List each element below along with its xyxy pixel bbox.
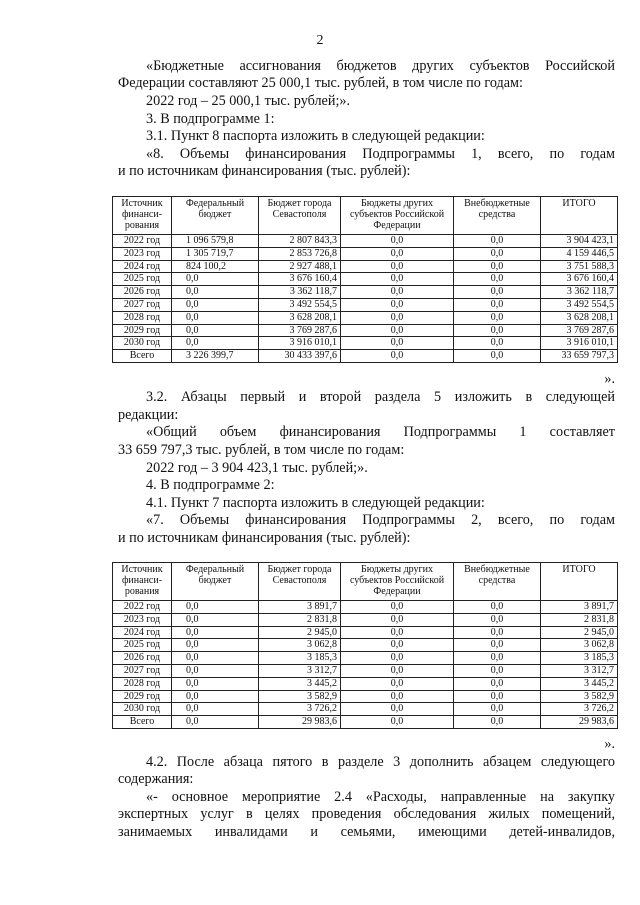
table-row xyxy=(113,677,618,690)
other-subjects-cell: 0,0 xyxy=(341,247,454,260)
total-cell: 2 945,0 xyxy=(541,626,618,639)
other-subjects-cell: 0,0 xyxy=(341,716,454,729)
financing-table-1 xyxy=(112,196,618,363)
extrabudgetary-cell: 0,0 xyxy=(454,690,541,703)
city-cell: 3 185,3 xyxy=(259,652,341,665)
extrabudgetary-cell: 0,0 xyxy=(454,664,541,677)
table-row xyxy=(113,601,618,614)
header-extrabudgetary: Внебюджетные средства xyxy=(454,197,541,235)
city-cell: 2 807 843,3 xyxy=(259,235,341,248)
table-row xyxy=(113,703,618,716)
header-other-subjects: Бюджеты других субъектов Российской Федерации xyxy=(341,563,454,601)
extrabudgetary-cell: 0,0 xyxy=(454,716,541,729)
federal-cell: 0,0 xyxy=(172,273,259,286)
table-row xyxy=(113,260,618,273)
federal-cell: 0,0 xyxy=(172,664,259,677)
total-cell: 3 492 554,5 xyxy=(541,298,618,311)
city-cell: 2 927 488,1 xyxy=(259,260,341,273)
total-cell: 3 676 160,4 xyxy=(541,273,618,286)
closing-quote: ». xyxy=(604,736,615,752)
extrabudgetary-cell: 0,0 xyxy=(454,626,541,639)
text-line: экспертных услуг в целях проведения обследования жилых помещений, xyxy=(118,806,615,822)
text-line: 3. В подпрограмме 1: xyxy=(146,111,275,127)
federal-cell: 0,0 xyxy=(172,311,259,324)
city-cell: 3 916 010,1 xyxy=(259,337,341,350)
header-source: Источник финанси-рования xyxy=(113,197,172,235)
extrabudgetary-cell: 0,0 xyxy=(454,247,541,260)
text-line: 4.2. После абзаца пятого в разделе 3 дополнить абзацем следующего xyxy=(146,754,615,770)
text-line: 33 659 797,3 тыс. рублей, в том числе по годам: xyxy=(118,442,405,458)
text-line: 3.2. Абзацы первый и второй раздела 5 изложить в следующей xyxy=(146,389,615,405)
city-cell: 30 433 397,6 xyxy=(259,350,341,363)
header-city: Бюджет города Севастополя xyxy=(259,563,341,601)
text-line: занимаемых инвалидами и семьями, имеющими детей-инвалидов, xyxy=(118,824,615,840)
total-cell: 33 659 797,3 xyxy=(541,350,618,363)
year-cell: 2024 год xyxy=(113,626,172,639)
federal-cell: 1 096 579,8 xyxy=(172,235,259,248)
other-subjects-cell: 0,0 xyxy=(341,601,454,614)
text-line: «- основное мероприятие 2.4 «Расходы, направленные на закупку xyxy=(146,789,615,805)
text-line: и по источникам финансирования (тыс. рублей): xyxy=(118,163,411,179)
page-number: 2 xyxy=(316,33,324,48)
city-cell: 3 676 160,4 xyxy=(259,273,341,286)
city-cell: 3 445,2 xyxy=(259,677,341,690)
extrabudgetary-cell: 0,0 xyxy=(454,298,541,311)
text-line: Федерации составляют 25 000,1 тыс. рублей, в том числе по годам: xyxy=(118,75,523,91)
federal-cell: 0,0 xyxy=(172,639,259,652)
city-cell: 3 362 118,7 xyxy=(259,286,341,299)
table-row xyxy=(113,247,618,260)
other-subjects-cell: 0,0 xyxy=(341,703,454,716)
other-subjects-cell: 0,0 xyxy=(341,324,454,337)
text-line: «Бюджетные ассигнования бюджетов других субъектов Российской xyxy=(146,58,615,74)
extrabudgetary-cell: 0,0 xyxy=(454,337,541,350)
federal-cell: 0,0 xyxy=(172,324,259,337)
total-cell: 3 891,7 xyxy=(541,601,618,614)
table-row xyxy=(113,311,618,324)
other-subjects-cell: 0,0 xyxy=(341,337,454,350)
table-header-row xyxy=(113,197,618,235)
year-cell: 2028 год xyxy=(113,677,172,690)
federal-cell: 0,0 xyxy=(172,286,259,299)
year-cell: 2022 год xyxy=(113,601,172,614)
city-cell: 3 769 287,6 xyxy=(259,324,341,337)
table-row xyxy=(113,626,618,639)
extrabudgetary-cell: 0,0 xyxy=(454,677,541,690)
text-line: «8. Объемы финансирования Подпрограммы 1, всего, по годам xyxy=(146,146,615,162)
header-other-subjects: Бюджеты других субъектов Российской Федерации xyxy=(341,197,454,235)
federal-cell: 1 305 719,7 xyxy=(172,247,259,260)
year-cell: 2026 год xyxy=(113,286,172,299)
table-row xyxy=(113,652,618,665)
federal-cell: 0,0 xyxy=(172,337,259,350)
city-cell: 3 726,2 xyxy=(259,703,341,716)
other-subjects-cell: 0,0 xyxy=(341,690,454,703)
other-subjects-cell: 0,0 xyxy=(341,286,454,299)
extrabudgetary-cell: 0,0 xyxy=(454,273,541,286)
text-line: содержания: xyxy=(118,771,194,787)
other-subjects-cell: 0,0 xyxy=(341,677,454,690)
extrabudgetary-cell: 0,0 xyxy=(454,235,541,248)
federal-cell: 0,0 xyxy=(172,613,259,626)
year-cell: 2025 год xyxy=(113,273,172,286)
table-row xyxy=(113,273,618,286)
text-line: редакции: xyxy=(118,407,179,423)
other-subjects-cell: 0,0 xyxy=(341,311,454,324)
extrabudgetary-cell: 0,0 xyxy=(454,613,541,626)
year-cell: 2023 год xyxy=(113,247,172,260)
federal-cell: 0,0 xyxy=(172,703,259,716)
extrabudgetary-cell: 0,0 xyxy=(454,350,541,363)
extrabudgetary-cell: 0,0 xyxy=(454,311,541,324)
other-subjects-cell: 0,0 xyxy=(341,613,454,626)
extrabudgetary-cell: 0,0 xyxy=(454,703,541,716)
federal-cell: 0,0 xyxy=(172,690,259,703)
total-cell: 3 362 118,7 xyxy=(541,286,618,299)
table-row xyxy=(113,324,618,337)
table-row xyxy=(113,613,618,626)
text-line: 2022 год – 3 904 423,1 тыс. рублей;». xyxy=(146,460,368,476)
other-subjects-cell: 0,0 xyxy=(341,235,454,248)
city-cell: 3 628 208,1 xyxy=(259,311,341,324)
city-cell: 3 582,9 xyxy=(259,690,341,703)
city-cell: 3 312,7 xyxy=(259,664,341,677)
text-line: 2022 год – 25 000,1 тыс. рублей;». xyxy=(146,93,351,109)
other-subjects-cell: 0,0 xyxy=(341,298,454,311)
total-cell: 3 582,9 xyxy=(541,690,618,703)
total-cell: 3 062,8 xyxy=(541,639,618,652)
total-cell: 3 185,3 xyxy=(541,652,618,665)
closing-quote: ». xyxy=(604,371,615,387)
year-cell: 2028 год xyxy=(113,311,172,324)
total-cell: 3 726,2 xyxy=(541,703,618,716)
federal-cell: 0,0 xyxy=(172,677,259,690)
other-subjects-cell: 0,0 xyxy=(341,350,454,363)
city-cell: 29 983,6 xyxy=(259,716,341,729)
other-subjects-cell: 0,0 xyxy=(341,639,454,652)
year-cell: 2029 год xyxy=(113,324,172,337)
federal-cell: 0,0 xyxy=(172,716,259,729)
extrabudgetary-cell: 0,0 xyxy=(454,652,541,665)
city-cell: 2 831,8 xyxy=(259,613,341,626)
year-cell: 2027 год xyxy=(113,298,172,311)
text-line: 4. В подпрограмме 2: xyxy=(146,477,275,493)
table-header-row xyxy=(113,563,618,601)
total-cell: 3 751 588,3 xyxy=(541,260,618,273)
header-total: ИТОГО xyxy=(541,197,618,235)
table-row xyxy=(113,286,618,299)
header-source: Источник финанси-рования xyxy=(113,563,172,601)
federal-cell: 3 226 399,7 xyxy=(172,350,259,363)
city-cell: 3 062,8 xyxy=(259,639,341,652)
city-cell: 3 891,7 xyxy=(259,601,341,614)
extrabudgetary-cell: 0,0 xyxy=(454,260,541,273)
year-cell: 2022 год xyxy=(113,235,172,248)
federal-cell: 0,0 xyxy=(172,652,259,665)
table-row xyxy=(113,664,618,677)
total-cell: 3 628 208,1 xyxy=(541,311,618,324)
text-line: «7. Объемы финансирования Подпрограммы 2, всего, по годам xyxy=(146,512,615,528)
header-federal: Федеральный бюджет xyxy=(172,563,259,601)
financing-table-2 xyxy=(112,562,618,729)
text-line: 3.1. Пункт 8 паспорта изложить в следующей редакции: xyxy=(146,128,485,144)
other-subjects-cell: 0,0 xyxy=(341,652,454,665)
table-row xyxy=(113,298,618,311)
header-federal: Федеральный бюджет xyxy=(172,197,259,235)
total-cell: 3 312,7 xyxy=(541,664,618,677)
header-city: Бюджет города Севастополя xyxy=(259,197,341,235)
year-cell: 2026 год xyxy=(113,652,172,665)
total-cell: 4 159 446,5 xyxy=(541,247,618,260)
table-row xyxy=(113,350,618,363)
year-cell: 2025 год xyxy=(113,639,172,652)
year-cell: 2029 год xyxy=(113,690,172,703)
federal-cell: 0,0 xyxy=(172,626,259,639)
header-extrabudgetary: Внебюджетные средства xyxy=(454,563,541,601)
table-row xyxy=(113,716,618,729)
federal-cell: 824 100,2 xyxy=(172,260,259,273)
extrabudgetary-cell: 0,0 xyxy=(454,601,541,614)
year-cell: 2023 год xyxy=(113,613,172,626)
federal-cell: 0,0 xyxy=(172,601,259,614)
total-cell: 3 769 287,6 xyxy=(541,324,618,337)
total-cell: 29 983,6 xyxy=(541,716,618,729)
header-total: ИТОГО xyxy=(541,563,618,601)
total-cell: 3 904 423,1 xyxy=(541,235,618,248)
extrabudgetary-cell: 0,0 xyxy=(454,286,541,299)
table-row xyxy=(113,690,618,703)
table-row xyxy=(113,337,618,350)
other-subjects-cell: 0,0 xyxy=(341,273,454,286)
year-cell: Всего xyxy=(113,350,172,363)
city-cell: 3 492 554,5 xyxy=(259,298,341,311)
year-cell: 2030 год xyxy=(113,337,172,350)
text-line: 4.1. Пункт 7 паспорта изложить в следующей редакции: xyxy=(146,495,485,511)
total-cell: 3 916 010,1 xyxy=(541,337,618,350)
table-row xyxy=(113,639,618,652)
other-subjects-cell: 0,0 xyxy=(341,626,454,639)
year-cell: Всего xyxy=(113,716,172,729)
total-cell: 3 445,2 xyxy=(541,677,618,690)
text-line: и по источникам финансирования (тыс. рублей): xyxy=(118,530,411,546)
other-subjects-cell: 0,0 xyxy=(341,260,454,273)
extrabudgetary-cell: 0,0 xyxy=(454,639,541,652)
year-cell: 2030 год xyxy=(113,703,172,716)
table-row xyxy=(113,235,618,248)
federal-cell: 0,0 xyxy=(172,298,259,311)
year-cell: 2024 год xyxy=(113,260,172,273)
extrabudgetary-cell: 0,0 xyxy=(454,324,541,337)
total-cell: 2 831,8 xyxy=(541,613,618,626)
year-cell: 2027 год xyxy=(113,664,172,677)
other-subjects-cell: 0,0 xyxy=(341,664,454,677)
text-line: «Общий объем финансирования Подпрограммы 1 составляет xyxy=(146,424,615,440)
city-cell: 2 853 726,8 xyxy=(259,247,341,260)
city-cell: 2 945,0 xyxy=(259,626,341,639)
